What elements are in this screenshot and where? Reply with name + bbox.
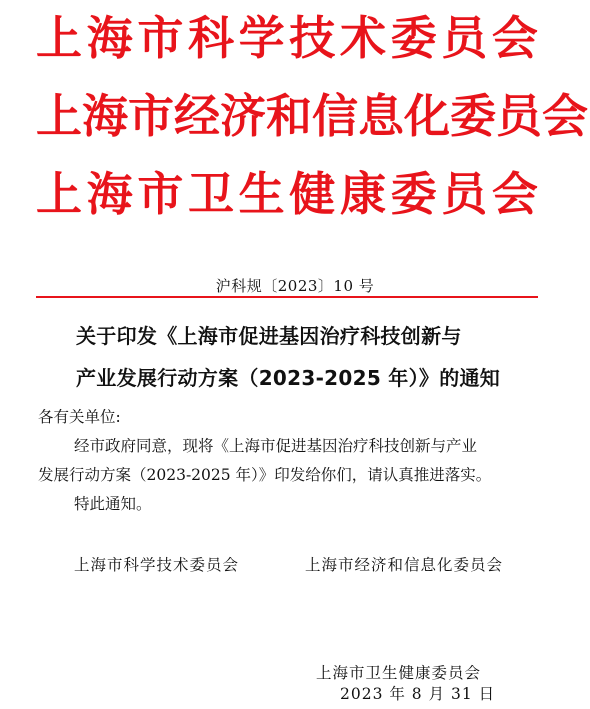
issue-date: 2023 年 8 月 31 日 <box>340 685 496 703</box>
signature-economy-commission: 上海市经济和信息化委员会 <box>305 556 504 574</box>
signature-science-commission: 上海市科学技术委员会 <box>74 556 240 574</box>
body-paragraph-2: 特此通知。 <box>74 495 152 513</box>
salutation: 各有关单位: <box>38 408 121 426</box>
body-paragraph-1-line-2: 发展行动方案（2023-2025 年）》印发给你们，请认真推进落实。 <box>38 466 492 484</box>
issuer-name-1: 上 海 市 科 学 技 术 委 员 会 <box>36 11 538 65</box>
document-title-line-1: 关于印发《上海市促进基因治疗科技创新与 <box>76 324 462 348</box>
issuer-name-2: 上 海 市 经 济 和 信 息 化 委 员 会 <box>36 89 588 143</box>
body-paragraph-1-line-1: 经市政府同意，现将《上海市促进基因治疗科技创新与产业 <box>74 437 478 455</box>
red-divider-line <box>36 296 538 298</box>
document-title-line-2: 产业发展行动方案（2023-2025 年）》的通知 <box>76 366 501 390</box>
issuer-name-3: 上 海 市 卫 生 健 康 委 员 会 <box>36 167 538 221</box>
signature-health-commission: 上海市卫生健康委员会 <box>316 664 482 682</box>
document-number: 沪科规〔2023〕10 号 <box>215 277 375 295</box>
